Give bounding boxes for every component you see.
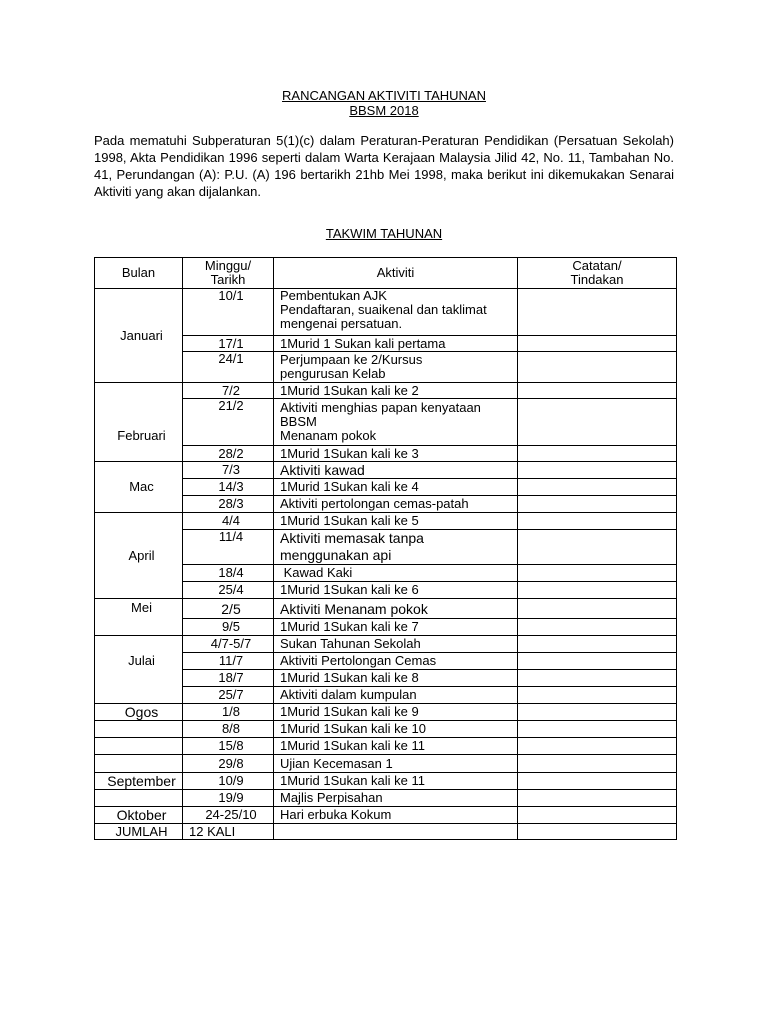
table-row — [95, 755, 677, 773]
month-empty — [95, 721, 183, 738]
table-row — [95, 721, 677, 738]
table-row — [95, 738, 677, 755]
row-activity: Sukan Tahunan Sekolah — [274, 636, 518, 653]
row-note — [518, 704, 677, 721]
row-note — [518, 399, 677, 446]
table-row — [95, 687, 677, 704]
row-activity: Aktiviti kawad — [274, 462, 518, 479]
row-date: 7/2 — [183, 383, 274, 399]
row-activity: Aktiviti pertolongan cemas-patah — [274, 496, 518, 513]
row-note — [518, 496, 677, 513]
row-note — [518, 807, 677, 824]
header-minggu-tarikh: Minggu/ Tarikh — [183, 258, 274, 289]
row-note — [518, 653, 677, 670]
total-note — [518, 824, 677, 840]
row-date: 24-25/10 — [183, 807, 274, 824]
table-row — [95, 530, 677, 565]
month-julai: Julai — [95, 636, 183, 704]
row-date: 7/3 — [183, 462, 274, 479]
row-date: 14/3 — [183, 479, 274, 496]
row-date: 10/1 — [183, 289, 274, 336]
month-empty — [95, 755, 183, 773]
table-row — [95, 582, 677, 599]
row-note — [518, 755, 677, 773]
row-date: 11/4 — [183, 530, 274, 565]
header-bulan: Bulan — [95, 258, 183, 289]
row-date: 21/2 — [183, 399, 274, 446]
table-row — [95, 807, 677, 824]
row-date: 4/7-5/7 — [183, 636, 274, 653]
row-date: 28/2 — [183, 446, 274, 462]
row-note — [518, 790, 677, 807]
row-date: 28/3 — [183, 496, 274, 513]
row-activity: 1Murid 1Sukan kali ke 11 — [274, 738, 518, 755]
month-september: September — [95, 773, 183, 790]
month-april: April — [95, 513, 183, 599]
table-row — [95, 479, 677, 496]
row-activity: 1Murid 1Sukan kali ke 3 — [274, 446, 518, 462]
row-note — [518, 582, 677, 599]
row-note — [518, 721, 677, 738]
row-date: 4/4 — [183, 513, 274, 530]
table-row — [95, 399, 677, 446]
table-row — [95, 636, 677, 653]
row-note — [518, 383, 677, 399]
header-catatan: Catatan/ Tindakan — [518, 258, 677, 289]
section-title: TAKWIM TAHUNAN — [325, 226, 443, 241]
table-row — [95, 496, 677, 513]
row-note — [518, 479, 677, 496]
table-row — [95, 336, 677, 352]
row-date: 18/7 — [183, 670, 274, 687]
month-empty — [95, 790, 183, 807]
row-date: 25/7 — [183, 687, 274, 704]
row-activity: Aktiviti Menanam pokok — [274, 599, 518, 619]
row-activity: Perjumpaan ke 2/Kursus pengurusan Kelab — [274, 352, 518, 383]
row-date: 1/8 — [183, 704, 274, 721]
month-februari: Februari — [95, 383, 183, 462]
row-activity: 1Murid 1Sukan kali ke 5 — [274, 513, 518, 530]
row-note — [518, 336, 677, 352]
table-row — [95, 790, 677, 807]
row-note — [518, 773, 677, 790]
row-date: 10/9 — [183, 773, 274, 790]
row-activity: Majlis Perpisahan — [274, 790, 518, 807]
row-activity: Hari erbuka Kokum — [274, 807, 518, 824]
table-row — [95, 446, 677, 462]
month-empty — [95, 738, 183, 755]
row-activity: 1Murid 1Sukan kali ke 9 — [274, 704, 518, 721]
table-row — [95, 599, 677, 619]
row-activity: 1Murid 1Sukan kali ke 8 — [274, 670, 518, 687]
total-activity — [274, 824, 518, 840]
row-note — [518, 599, 677, 619]
row-date: 19/9 — [183, 790, 274, 807]
row-note — [518, 619, 677, 636]
total-row — [95, 824, 677, 840]
row-activity: 1Murid 1Sukan kali ke 7 — [274, 619, 518, 636]
table-row — [95, 289, 677, 336]
table-row — [95, 704, 677, 721]
row-activity: 1Murid 1Sukan kali ke 6 — [274, 582, 518, 599]
row-note — [518, 462, 677, 479]
row-date: 24/1 — [183, 352, 274, 383]
row-note — [518, 670, 677, 687]
row-activity: Aktiviti menghias papan kenyataan BBSM Menanam pokok — [274, 399, 518, 446]
table-row — [95, 513, 677, 530]
row-activity: 1Murid 1Sukan kali ke 4 — [274, 479, 518, 496]
table-row — [95, 619, 677, 636]
row-date: 15/8 — [183, 738, 274, 755]
row-activity: Aktiviti memasak tanpa menggunakan api — [274, 530, 518, 565]
row-note — [518, 687, 677, 704]
intro-paragraph: Pada mematuhi Subperaturan 5(1)(c) dalam Peraturan-Peraturan Pendidikan (Persatuan Sekolah) 1998, Akta Pendidikan 1996 seperti dalam Warta Kerajaan Malaysia Jilid 42, No. 11, Tambahan No. 41, Perundangan (A): P.U. (A) 196 bertarikh 21hb Mei 1998, maka berikut ini dikemukakan Senarai Aktiviti yang akan dijalankan. — [94, 133, 674, 199]
table-header-row — [95, 258, 677, 289]
row-note — [518, 289, 677, 336]
table-row — [95, 462, 677, 479]
row-date: 8/8 — [183, 721, 274, 738]
table-row — [95, 352, 677, 383]
total-value: 12 KALI — [183, 824, 274, 840]
document-title: RANCANGAN AKTIVITI TAHUNAN — [282, 88, 486, 103]
row-date: 29/8 — [183, 755, 274, 773]
row-activity: Aktiviti Pertolongan Cemas — [274, 653, 518, 670]
month-januari: Januari — [95, 289, 183, 383]
row-activity: 1Murid 1 Sukan kali pertama — [274, 336, 518, 352]
row-note — [518, 446, 677, 462]
row-activity: Ujian Kecemasan 1 — [274, 755, 518, 773]
row-date: 18/4 — [183, 565, 274, 582]
row-activity: 1Murid 1Sukan kali ke 11 — [274, 773, 518, 790]
table-row — [95, 565, 677, 582]
row-activity: Kawad Kaki — [274, 565, 518, 582]
row-note — [518, 565, 677, 582]
table-row — [95, 653, 677, 670]
document-subtitle: BBSM 2018 — [349, 103, 419, 118]
month-mei: Mei — [95, 599, 183, 636]
month-mac: Mac — [95, 462, 183, 513]
row-date: 9/5 — [183, 619, 274, 636]
month-oktober: Oktober — [95, 807, 183, 824]
month-ogos: Ogos — [95, 704, 183, 721]
row-date: 25/4 — [183, 582, 274, 599]
row-date: 17/1 — [183, 336, 274, 352]
table-row — [95, 773, 677, 790]
total-label: JUMLAH — [95, 824, 183, 840]
row-date: 2/5 — [183, 599, 274, 619]
row-activity: Pembentukan AJK Pendaftaran, suaikenal dan taklimat mengenai persatuan. — [274, 289, 518, 336]
table-row — [95, 670, 677, 687]
row-date: 11/7 — [183, 653, 274, 670]
row-activity: Aktiviti dalam kumpulan — [274, 687, 518, 704]
row-activity: 1Murid 1Sukan kali ke 2 — [274, 383, 518, 399]
row-note — [518, 636, 677, 653]
header-aktiviti: Aktiviti — [274, 258, 518, 289]
row-activity: 1Murid 1Sukan kali ke 10 — [274, 721, 518, 738]
table-row — [95, 383, 677, 399]
row-note — [518, 352, 677, 383]
row-note — [518, 738, 677, 755]
row-note — [518, 530, 677, 565]
row-note — [518, 513, 677, 530]
activity-table — [94, 257, 677, 840]
